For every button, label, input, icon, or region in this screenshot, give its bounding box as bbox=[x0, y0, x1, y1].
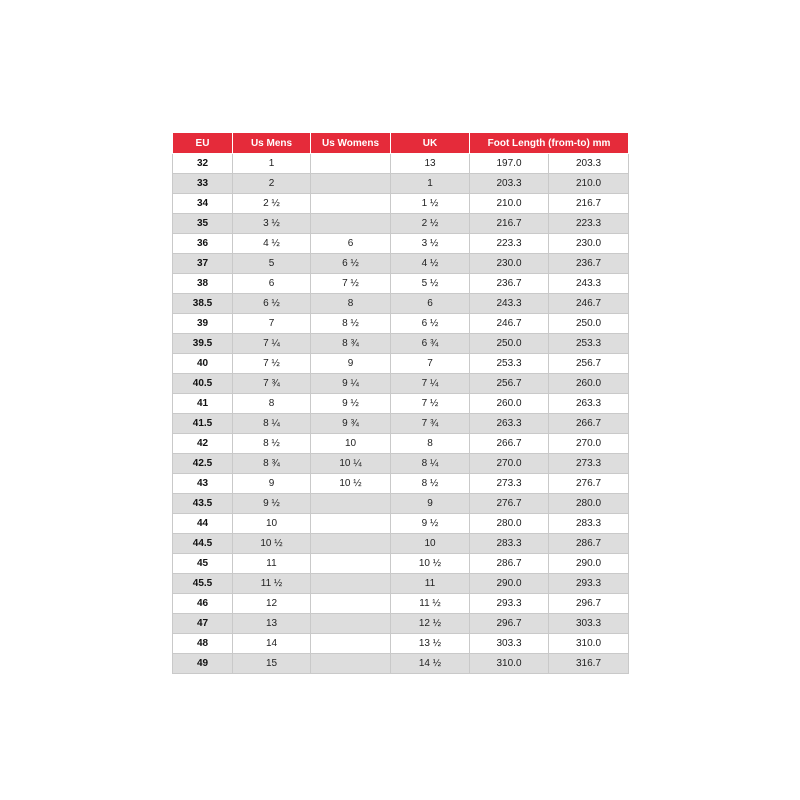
table-row bbox=[173, 254, 629, 274]
cell-uk: 7 ¼ bbox=[391, 374, 470, 394]
table-row bbox=[173, 454, 629, 474]
cell-foot-length-from: 283.3 bbox=[470, 534, 549, 554]
cell-us-womens: 9 bbox=[311, 354, 391, 374]
cell-foot-length-from: 263.3 bbox=[470, 414, 549, 434]
cell-us-womens bbox=[311, 614, 391, 634]
cell-foot-length-to: 290.0 bbox=[549, 554, 629, 574]
cell-us-womens: 6 bbox=[311, 234, 391, 254]
header-us-mens: Us Mens bbox=[233, 133, 311, 154]
cell-us-womens bbox=[311, 654, 391, 674]
cell-us-womens: 9 ¼ bbox=[311, 374, 391, 394]
cell-foot-length-from: 210.0 bbox=[470, 194, 549, 214]
cell-us-womens bbox=[311, 634, 391, 654]
shoe-size-chart-table bbox=[172, 133, 629, 674]
cell-us-mens: 2 bbox=[233, 174, 311, 194]
cell-uk: 10 ½ bbox=[391, 554, 470, 574]
cell-us-womens bbox=[311, 194, 391, 214]
cell-us-womens bbox=[311, 154, 391, 174]
table-row bbox=[173, 294, 629, 314]
cell-foot-length-from: 253.3 bbox=[470, 354, 549, 374]
cell-eu: 40.5 bbox=[173, 374, 233, 394]
cell-eu: 39.5 bbox=[173, 334, 233, 354]
cell-eu: 35 bbox=[173, 214, 233, 234]
cell-us-mens: 11 ½ bbox=[233, 574, 311, 594]
table-row bbox=[173, 354, 629, 374]
cell-uk: 11 ½ bbox=[391, 594, 470, 614]
cell-foot-length-to: 283.3 bbox=[549, 514, 629, 534]
cell-eu: 44.5 bbox=[173, 534, 233, 554]
cell-foot-length-to: 216.7 bbox=[549, 194, 629, 214]
table-row bbox=[173, 594, 629, 614]
cell-foot-length-to: 256.7 bbox=[549, 354, 629, 374]
cell-foot-length-to: 250.0 bbox=[549, 314, 629, 334]
header-us-womens: Us Womens bbox=[311, 133, 391, 154]
cell-us-womens bbox=[311, 574, 391, 594]
cell-us-womens bbox=[311, 554, 391, 574]
cell-uk: 2 ½ bbox=[391, 214, 470, 234]
table-row bbox=[173, 334, 629, 354]
cell-us-mens: 7 ½ bbox=[233, 354, 311, 374]
cell-foot-length-to: 270.0 bbox=[549, 434, 629, 454]
cell-us-womens: 6 ½ bbox=[311, 254, 391, 274]
cell-eu: 43 bbox=[173, 474, 233, 494]
cell-uk: 5 ½ bbox=[391, 274, 470, 294]
cell-eu: 34 bbox=[173, 194, 233, 214]
cell-us-mens: 8 ¾ bbox=[233, 454, 311, 474]
cell-us-mens: 8 bbox=[233, 394, 311, 414]
cell-us-womens: 8 ¾ bbox=[311, 334, 391, 354]
table-row bbox=[173, 374, 629, 394]
table-row bbox=[173, 274, 629, 294]
cell-us-womens: 10 ¼ bbox=[311, 454, 391, 474]
cell-foot-length-from: 296.7 bbox=[470, 614, 549, 634]
cell-eu: 43.5 bbox=[173, 494, 233, 514]
cell-eu: 45.5 bbox=[173, 574, 233, 594]
cell-uk: 7 ½ bbox=[391, 394, 470, 414]
cell-uk: 6 ½ bbox=[391, 314, 470, 334]
cell-us-mens: 7 bbox=[233, 314, 311, 334]
cell-foot-length-from: 250.0 bbox=[470, 334, 549, 354]
cell-foot-length-from: 216.7 bbox=[470, 214, 549, 234]
cell-uk: 12 ½ bbox=[391, 614, 470, 634]
cell-us-womens bbox=[311, 534, 391, 554]
table-row bbox=[173, 514, 629, 534]
cell-us-womens: 9 ¾ bbox=[311, 414, 391, 434]
cell-us-mens: 6 bbox=[233, 274, 311, 294]
cell-foot-length-from: 280.0 bbox=[470, 514, 549, 534]
cell-eu: 47 bbox=[173, 614, 233, 634]
cell-foot-length-from: 303.3 bbox=[470, 634, 549, 654]
cell-eu: 40 bbox=[173, 354, 233, 374]
cell-uk: 11 bbox=[391, 574, 470, 594]
cell-foot-length-from: 223.3 bbox=[470, 234, 549, 254]
cell-us-mens: 12 bbox=[233, 594, 311, 614]
cell-us-mens: 4 ½ bbox=[233, 234, 311, 254]
cell-foot-length-from: 273.3 bbox=[470, 474, 549, 494]
cell-eu: 41.5 bbox=[173, 414, 233, 434]
cell-eu: 33 bbox=[173, 174, 233, 194]
cell-eu: 48 bbox=[173, 634, 233, 654]
cell-us-mens: 8 ½ bbox=[233, 434, 311, 454]
cell-us-womens: 7 ½ bbox=[311, 274, 391, 294]
cell-foot-length-from: 270.0 bbox=[470, 454, 549, 474]
cell-foot-length-to: 273.3 bbox=[549, 454, 629, 474]
cell-us-mens: 14 bbox=[233, 634, 311, 654]
cell-foot-length-from: 230.0 bbox=[470, 254, 549, 274]
table-row bbox=[173, 534, 629, 554]
cell-us-womens bbox=[311, 494, 391, 514]
cell-foot-length-to: 276.7 bbox=[549, 474, 629, 494]
cell-us-womens: 10 ½ bbox=[311, 474, 391, 494]
cell-uk: 7 ¾ bbox=[391, 414, 470, 434]
cell-uk: 9 bbox=[391, 494, 470, 514]
cell-foot-length-to: 230.0 bbox=[549, 234, 629, 254]
cell-us-mens: 10 bbox=[233, 514, 311, 534]
table-header bbox=[173, 133, 629, 154]
cell-us-womens: 9 ½ bbox=[311, 394, 391, 414]
table-row bbox=[173, 154, 629, 174]
cell-eu: 32 bbox=[173, 154, 233, 174]
cell-us-mens: 8 ¼ bbox=[233, 414, 311, 434]
table-row bbox=[173, 414, 629, 434]
cell-us-mens: 3 ½ bbox=[233, 214, 311, 234]
cell-eu: 42 bbox=[173, 434, 233, 454]
header-eu: EU bbox=[173, 133, 233, 154]
cell-foot-length-from: 276.7 bbox=[470, 494, 549, 514]
cell-foot-length-from: 203.3 bbox=[470, 174, 549, 194]
table-body bbox=[173, 154, 629, 674]
cell-us-mens: 7 ¼ bbox=[233, 334, 311, 354]
cell-us-womens bbox=[311, 594, 391, 614]
header-foot-length: Foot Length (from-to) mm bbox=[470, 133, 629, 154]
cell-foot-length-to: 236.7 bbox=[549, 254, 629, 274]
table-row bbox=[173, 634, 629, 654]
cell-foot-length-to: 223.3 bbox=[549, 214, 629, 234]
table-row bbox=[173, 494, 629, 514]
header-row bbox=[173, 133, 629, 154]
table-row bbox=[173, 654, 629, 674]
cell-uk: 14 ½ bbox=[391, 654, 470, 674]
cell-foot-length-to: 296.7 bbox=[549, 594, 629, 614]
cell-uk: 9 ½ bbox=[391, 514, 470, 534]
cell-eu: 39 bbox=[173, 314, 233, 334]
cell-us-mens: 15 bbox=[233, 654, 311, 674]
table-row bbox=[173, 174, 629, 194]
cell-eu: 38 bbox=[173, 274, 233, 294]
table-row bbox=[173, 214, 629, 234]
cell-foot-length-to: 243.3 bbox=[549, 274, 629, 294]
table-row bbox=[173, 394, 629, 414]
cell-eu: 44 bbox=[173, 514, 233, 534]
cell-us-womens: 8 ½ bbox=[311, 314, 391, 334]
cell-us-womens bbox=[311, 214, 391, 234]
cell-foot-length-from: 236.7 bbox=[470, 274, 549, 294]
cell-foot-length-from: 256.7 bbox=[470, 374, 549, 394]
cell-us-mens: 1 bbox=[233, 154, 311, 174]
cell-foot-length-from: 246.7 bbox=[470, 314, 549, 334]
cell-foot-length-to: 210.0 bbox=[549, 174, 629, 194]
cell-foot-length-from: 243.3 bbox=[470, 294, 549, 314]
cell-foot-length-from: 197.0 bbox=[470, 154, 549, 174]
cell-uk: 1 bbox=[391, 174, 470, 194]
header-uk: UK bbox=[391, 133, 470, 154]
table-row bbox=[173, 314, 629, 334]
cell-foot-length-to: 253.3 bbox=[549, 334, 629, 354]
cell-foot-length-to: 246.7 bbox=[549, 294, 629, 314]
cell-foot-length-from: 266.7 bbox=[470, 434, 549, 454]
table-row bbox=[173, 554, 629, 574]
cell-us-womens bbox=[311, 174, 391, 194]
cell-eu: 42.5 bbox=[173, 454, 233, 474]
cell-eu: 49 bbox=[173, 654, 233, 674]
cell-foot-length-to: 316.7 bbox=[549, 654, 629, 674]
cell-uk: 7 bbox=[391, 354, 470, 374]
cell-us-mens: 5 bbox=[233, 254, 311, 274]
cell-us-mens: 11 bbox=[233, 554, 311, 574]
cell-foot-length-to: 263.3 bbox=[549, 394, 629, 414]
cell-us-womens: 8 bbox=[311, 294, 391, 314]
cell-eu: 41 bbox=[173, 394, 233, 414]
cell-us-mens: 9 ½ bbox=[233, 494, 311, 514]
table-row bbox=[173, 474, 629, 494]
cell-foot-length-to: 266.7 bbox=[549, 414, 629, 434]
cell-foot-length-to: 286.7 bbox=[549, 534, 629, 554]
cell-foot-length-from: 310.0 bbox=[470, 654, 549, 674]
table-row bbox=[173, 194, 629, 214]
table-row bbox=[173, 574, 629, 594]
cell-eu: 46 bbox=[173, 594, 233, 614]
cell-foot-length-to: 293.3 bbox=[549, 574, 629, 594]
cell-us-mens: 7 ¾ bbox=[233, 374, 311, 394]
cell-uk: 6 bbox=[391, 294, 470, 314]
cell-foot-length-from: 290.0 bbox=[470, 574, 549, 594]
table-row bbox=[173, 234, 629, 254]
cell-us-mens: 9 bbox=[233, 474, 311, 494]
cell-us-mens: 2 ½ bbox=[233, 194, 311, 214]
cell-eu: 37 bbox=[173, 254, 233, 274]
cell-foot-length-to: 310.0 bbox=[549, 634, 629, 654]
cell-foot-length-to: 280.0 bbox=[549, 494, 629, 514]
cell-eu: 38.5 bbox=[173, 294, 233, 314]
cell-uk: 1 ½ bbox=[391, 194, 470, 214]
table-row bbox=[173, 434, 629, 454]
cell-foot-length-from: 260.0 bbox=[470, 394, 549, 414]
cell-uk: 8 bbox=[391, 434, 470, 454]
cell-eu: 36 bbox=[173, 234, 233, 254]
cell-foot-length-from: 286.7 bbox=[470, 554, 549, 574]
cell-us-womens: 10 bbox=[311, 434, 391, 454]
cell-foot-length-from: 293.3 bbox=[470, 594, 549, 614]
cell-uk: 10 bbox=[391, 534, 470, 554]
cell-foot-length-to: 260.0 bbox=[549, 374, 629, 394]
cell-eu: 45 bbox=[173, 554, 233, 574]
cell-uk: 8 ½ bbox=[391, 474, 470, 494]
cell-uk: 8 ¼ bbox=[391, 454, 470, 474]
cell-uk: 3 ½ bbox=[391, 234, 470, 254]
cell-uk: 13 bbox=[391, 154, 470, 174]
table-row bbox=[173, 614, 629, 634]
cell-uk: 4 ½ bbox=[391, 254, 470, 274]
cell-uk: 13 ½ bbox=[391, 634, 470, 654]
cell-uk: 6 ¾ bbox=[391, 334, 470, 354]
cell-foot-length-to: 203.3 bbox=[549, 154, 629, 174]
cell-us-womens bbox=[311, 514, 391, 534]
cell-foot-length-to: 303.3 bbox=[549, 614, 629, 634]
cell-us-mens: 13 bbox=[233, 614, 311, 634]
cell-us-mens: 10 ½ bbox=[233, 534, 311, 554]
cell-us-mens: 6 ½ bbox=[233, 294, 311, 314]
